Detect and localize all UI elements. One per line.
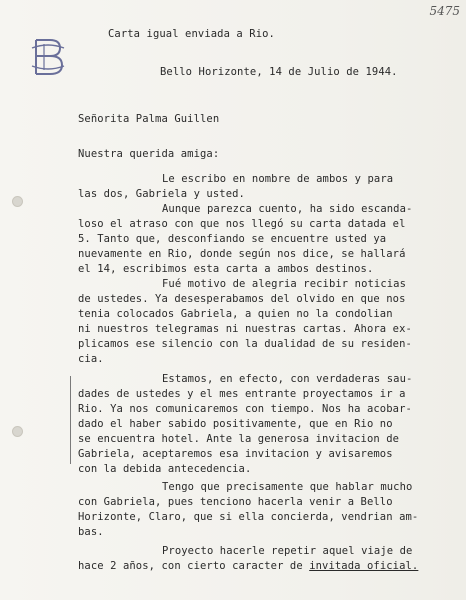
body-line: Horizonte, Claro, que si ella concierda, vendrian am- [78,511,419,523]
body-line: tenia colocados Gabriela, a quien no la condolian [78,308,393,320]
body-line: las dos, Gabriela y usted. [78,188,245,200]
body-line: Estamos, en efecto, con verdaderas sau- [162,373,413,385]
body-line: Tengo que precisamente que hablar mucho [162,481,413,493]
punch-hole [12,196,23,207]
body-line: Le escribo en nombre de ambos y para [162,173,394,185]
body-line: con Gabriela, pues tenciono hacerla venir a Bello [78,496,393,508]
body-line: plicamos ese silencio con la dualidad de su residen- [78,338,412,350]
recipient: Señorita Palma Guillen [78,113,220,125]
body-line: el 14, escribimos esta carta a ambos destinos. [78,263,374,275]
body-line: de ustedes. Ya desesperabamos del olvido en que nos [78,293,406,305]
punch-hole [12,426,23,437]
salutation: Nuestra querida amiga: [78,148,220,160]
header-note: Carta igual enviada a Rio. [108,28,275,40]
body-line: dades de ustedes y el mes entrante proyectamos ir a [78,388,406,400]
body-line: con la debida antecedencia. [78,463,252,475]
body-line: 5. Tanto que, desconfiando se encuentre usted ya [78,233,387,245]
body-line: Gabriela, aceptaremos esa invitacion y avisaremos [78,448,393,460]
final-line [78,560,418,573]
body-line: se encuentra hotel. Ante la generosa invitacion de [78,433,400,445]
body-line: Aunque parezca cuento, ha sido escanda- [162,203,413,215]
body-line: ni nuestros telegramas ni nuestras cartas. Ahora ex- [78,323,412,335]
monogram-logo [30,36,66,78]
body-line: bas. [78,526,104,538]
body-line: hace 2 años, con cierto caracter de [78,560,310,572]
body-line: cia. [78,353,104,365]
body-line: Fué motivo de alegria recibir noticias [162,278,407,290]
body-line: dado el haber sabido positivamente, que en Rio no [78,418,393,430]
underlined-phrase: invitada oficial. [309,560,419,572]
catalog-number: 5475 [429,4,460,18]
body-line: Proyecto hacerle repetir aquel viaje de [162,545,413,557]
body-line: Rio. Ya nos comunicaremos con tiempo. Nos ha acobar- [78,403,412,415]
body-line: loso el atraso con que nos llegó su carta datada el [78,218,406,230]
place-date: Bello Horizonte, 14 de Julio de 1944. [160,66,398,78]
body-line: nuevamente en Rio, donde según nos dice, se hallará [78,248,406,260]
margin-mark [70,376,71,464]
